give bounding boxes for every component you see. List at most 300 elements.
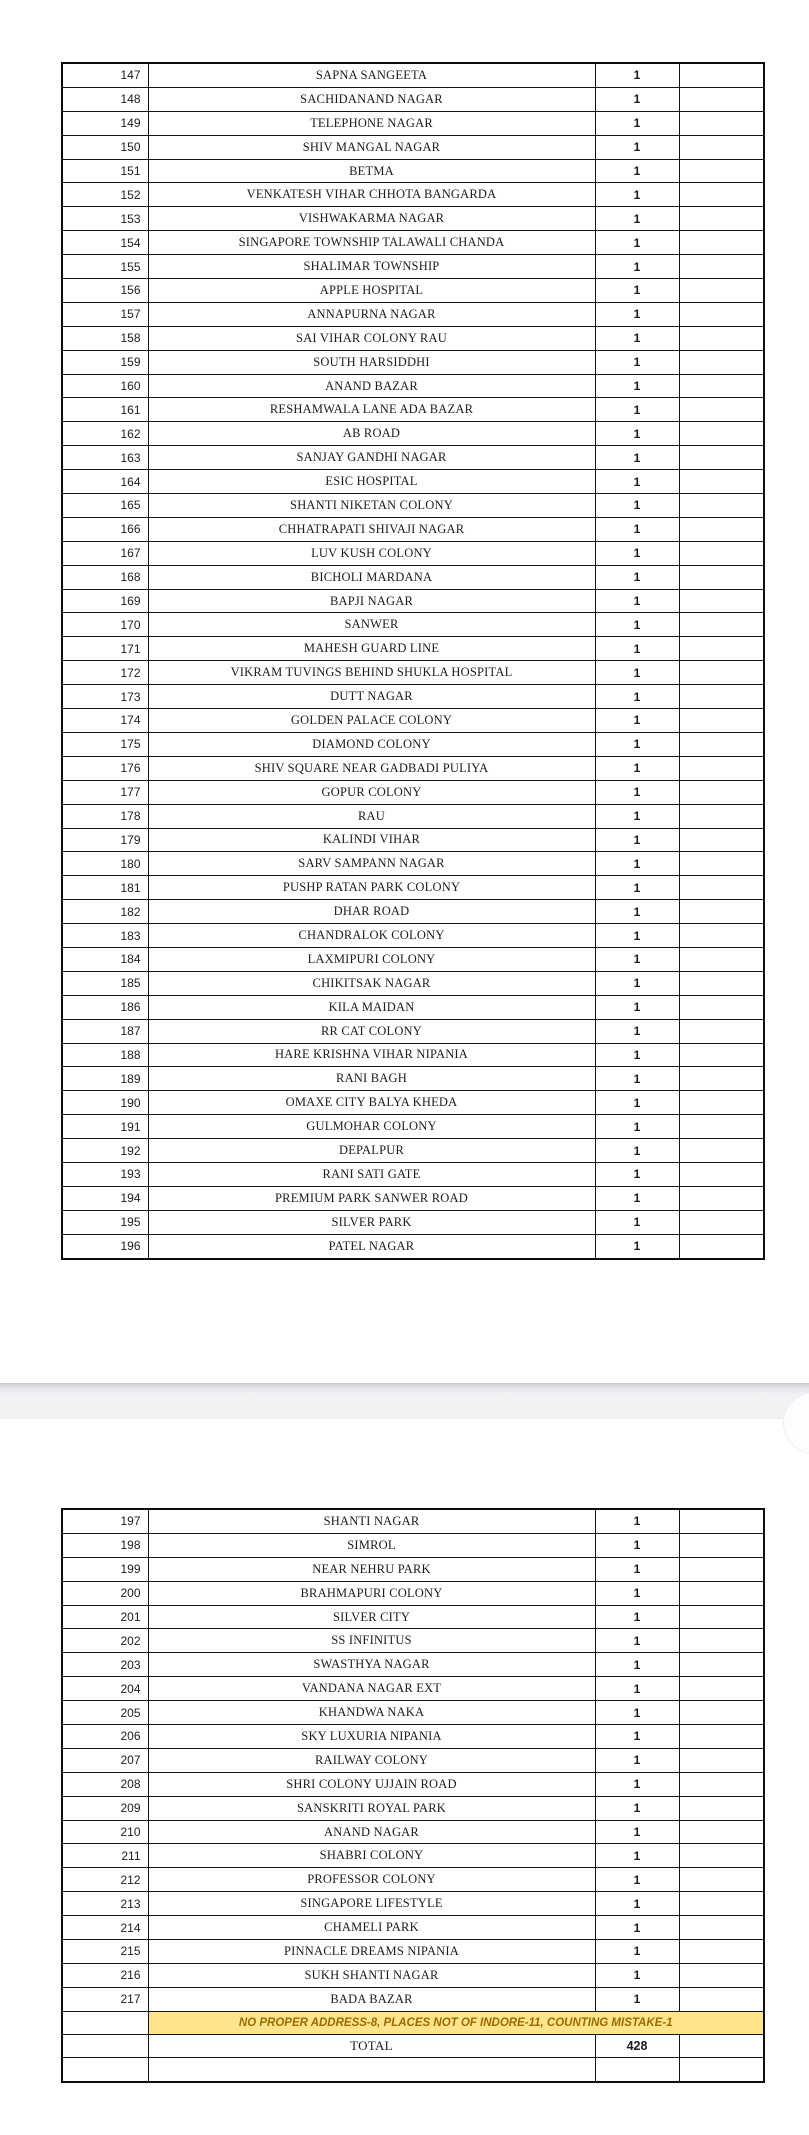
cell-count: 1 <box>595 1043 679 1067</box>
table-row <box>62 876 764 900</box>
cell-place: HARE KRISHNA VIHAR NIPANIA <box>148 1043 595 1067</box>
cell-extra <box>679 470 764 494</box>
cell-extra <box>679 1963 764 1987</box>
cell-place: VIKRAM TUVINGS BEHIND SHUKLA HOSPITAL <box>148 661 595 685</box>
cell-extra <box>679 494 764 518</box>
cell-extra <box>679 876 764 900</box>
cell-count: 1 <box>595 1091 679 1115</box>
cell-extra <box>679 255 764 279</box>
table-row <box>62 709 764 733</box>
table-row <box>62 494 764 518</box>
cell-count: 1 <box>595 589 679 613</box>
cell-num: 185 <box>62 971 148 995</box>
cell-num: 199 <box>62 1557 148 1581</box>
cell-place: LAXMIPURI COLONY <box>148 947 595 971</box>
cell-extra <box>679 924 764 948</box>
cell-num: 171 <box>62 637 148 661</box>
cell-extra <box>679 302 764 326</box>
table-row <box>62 63 764 87</box>
cell-num: 148 <box>62 87 148 111</box>
cell-num: 168 <box>62 565 148 589</box>
cell-num: 184 <box>62 947 148 971</box>
cell-extra <box>679 1067 764 1091</box>
cell-count: 1 <box>595 1677 679 1701</box>
cell-place: BETMA <box>148 159 595 183</box>
table-row <box>62 1916 764 1940</box>
cell-num: 155 <box>62 255 148 279</box>
cell-place: PATEL NAGAR <box>148 1234 595 1258</box>
cell-count: 1 <box>595 780 679 804</box>
total-row <box>62 2034 764 2058</box>
table-row <box>62 302 764 326</box>
cell-extra <box>679 1772 764 1796</box>
cell-count: 1 <box>595 756 679 780</box>
cell-num-blank <box>62 2034 148 2058</box>
table-row <box>62 900 764 924</box>
cell-place: SHALIMAR TOWNSHIP <box>148 255 595 279</box>
table-row <box>62 1868 764 1892</box>
table-row <box>62 446 764 470</box>
cell-num: 212 <box>62 1868 148 1892</box>
table-row <box>62 637 764 661</box>
table-row <box>62 1210 764 1234</box>
cell-num: 183 <box>62 924 148 948</box>
table-row <box>62 947 764 971</box>
cell-extra <box>679 1043 764 1067</box>
cell-place: SARV SAMPANN NAGAR <box>148 852 595 876</box>
cell-place: LUV KUSH COLONY <box>148 541 595 565</box>
cell-extra <box>679 709 764 733</box>
cell-place: VANDANA NAGAR EXT <box>148 1677 595 1701</box>
table-row <box>62 1629 764 1653</box>
cell-num: 164 <box>62 470 148 494</box>
table-row <box>62 756 764 780</box>
table-row <box>62 374 764 398</box>
cell-num: 205 <box>62 1701 148 1725</box>
cell-count: 1 <box>595 63 679 87</box>
cell-num: 198 <box>62 1533 148 1557</box>
table-row <box>62 1987 764 2011</box>
cell-num: 178 <box>62 804 148 828</box>
cell-place: SAPNA SANGEETA <box>148 63 595 87</box>
table-row <box>62 1581 764 1605</box>
table-row <box>62 1892 764 1916</box>
cell-count: 1 <box>595 1067 679 1091</box>
table-row <box>62 517 764 541</box>
cell-num: 169 <box>62 589 148 613</box>
cell-extra <box>679 446 764 470</box>
cell-num: 182 <box>62 900 148 924</box>
cell-extra <box>679 422 764 446</box>
cell-extra <box>679 947 764 971</box>
cell-num: 204 <box>62 1677 148 1701</box>
cell-extra <box>679 87 764 111</box>
cell-num: 206 <box>62 1725 148 1749</box>
cell-count: 1 <box>595 947 679 971</box>
cell-extra <box>679 971 764 995</box>
table-row <box>62 135 764 159</box>
cell-num: 153 <box>62 207 148 231</box>
cell-num-blank <box>62 2011 148 2034</box>
cell-count: 1 <box>595 255 679 279</box>
cell-place: RANI SATI GATE <box>148 1162 595 1186</box>
cell-extra <box>679 398 764 422</box>
table-row <box>62 1091 764 1115</box>
cell-place: DIAMOND COLONY <box>148 732 595 756</box>
cell-count: 1 <box>595 1019 679 1043</box>
cell-extra <box>679 1605 764 1629</box>
cell-count: 1 <box>595 1162 679 1186</box>
cell-num: 214 <box>62 1916 148 1940</box>
cell-count: 1 <box>595 1557 679 1581</box>
empty-row <box>62 2058 764 2082</box>
cell-place: VENKATESH VIHAR CHHOTA BANGARDA <box>148 183 595 207</box>
cell-place: SILVER CITY <box>148 1605 595 1629</box>
cell-extra <box>679 995 764 1019</box>
table-row <box>62 661 764 685</box>
cell-place: SILVER PARK <box>148 1210 595 1234</box>
cell-count: 1 <box>595 995 679 1019</box>
table-row <box>62 111 764 135</box>
cell-count: 1 <box>595 1139 679 1163</box>
cell-count: 1 <box>595 900 679 924</box>
cell-extra <box>679 1892 764 1916</box>
table-row <box>62 183 764 207</box>
cell-count: 1 <box>595 1629 679 1653</box>
cell-place: DEPALPUR <box>148 1139 595 1163</box>
cell-count: 1 <box>595 1605 679 1629</box>
cell-extra <box>679 517 764 541</box>
cell-count: 1 <box>595 709 679 733</box>
cell-count: 1 <box>595 1963 679 1987</box>
cell-num: 177 <box>62 780 148 804</box>
cell-count: 1 <box>595 494 679 518</box>
cell-place: BADA BAZAR <box>148 1987 595 2011</box>
cell-extra <box>679 1844 764 1868</box>
cell-num: 188 <box>62 1043 148 1067</box>
cell-num: 187 <box>62 1019 148 1043</box>
cell-num: 166 <box>62 517 148 541</box>
cell-count: 1 <box>595 183 679 207</box>
cell-place: VISHWAKARMA NAGAR <box>148 207 595 231</box>
cell-extra <box>679 1581 764 1605</box>
cell-extra <box>679 589 764 613</box>
cell-extra <box>679 1629 764 1653</box>
cell-extra <box>679 1509 764 1533</box>
table-row <box>62 1115 764 1139</box>
cell-num: 159 <box>62 350 148 374</box>
table-row <box>62 780 764 804</box>
cell-count: 1 <box>595 398 679 422</box>
cell-extra <box>679 111 764 135</box>
cell-extra <box>679 1162 764 1186</box>
cell-count: 1 <box>595 1844 679 1868</box>
cell-extra <box>679 1186 764 1210</box>
cell-num: 157 <box>62 302 148 326</box>
table-row <box>62 1186 764 1210</box>
cell-extra <box>679 852 764 876</box>
cell-place: KILA MAIDAN <box>148 995 595 1019</box>
cell-count: 1 <box>595 1892 679 1916</box>
cell-num: 194 <box>62 1186 148 1210</box>
cell-place: CHHATRAPATI SHIVAJI NAGAR <box>148 517 595 541</box>
cell-extra <box>679 207 764 231</box>
cell-num: 213 <box>62 1892 148 1916</box>
cell-extra <box>679 1091 764 1115</box>
cell-place: SHRI COLONY UJJAIN ROAD <box>148 1772 595 1796</box>
cell-num: 152 <box>62 183 148 207</box>
table-row <box>62 1605 764 1629</box>
table-row <box>62 279 764 303</box>
cell-place: RANI BAGH <box>148 1067 595 1091</box>
cell-place: GOLDEN PALACE COLONY <box>148 709 595 733</box>
cell-num: 200 <box>62 1581 148 1605</box>
table-row <box>62 231 764 255</box>
cell-num: 211 <box>62 1844 148 1868</box>
table-row <box>62 422 764 446</box>
cell-place: RR CAT COLONY <box>148 1019 595 1043</box>
cell-num: 172 <box>62 661 148 685</box>
locality-table-page1 <box>61 62 765 1260</box>
cell-extra-blank <box>679 2058 764 2082</box>
cell-place: PUSHP RATAN PARK COLONY <box>148 876 595 900</box>
cell-place: SINGAPORE TOWNSHIP TALAWALI CHANDA <box>148 231 595 255</box>
cell-count: 1 <box>595 876 679 900</box>
total-value: 428 <box>595 2034 679 2058</box>
cell-count: 1 <box>595 350 679 374</box>
table-row <box>62 541 764 565</box>
cell-place: SIMROL <box>148 1533 595 1557</box>
cell-count: 1 <box>595 1987 679 2011</box>
cell-place: SACHIDANAND NAGAR <box>148 87 595 111</box>
cell-num: 147 <box>62 63 148 87</box>
cell-place: CHIKITSAK NAGAR <box>148 971 595 995</box>
cell-count: 1 <box>595 135 679 159</box>
cell-place: SANJAY GANDHI NAGAR <box>148 446 595 470</box>
cell-place: PINNACLE DREAMS NIPANIA <box>148 1940 595 1964</box>
table-row <box>62 1796 764 1820</box>
cell-place: SINGAPORE LIFESTYLE <box>148 1892 595 1916</box>
cell-extra <box>679 326 764 350</box>
cell-place: GOPUR COLONY <box>148 780 595 804</box>
cell-extra <box>679 780 764 804</box>
cell-extra <box>679 565 764 589</box>
cell-extra <box>679 183 764 207</box>
table-row <box>62 159 764 183</box>
cell-num: 217 <box>62 1987 148 2011</box>
cell-place: KHANDWA NAKA <box>148 1701 595 1725</box>
cell-num: 154 <box>62 231 148 255</box>
cell-place: SHANTI NIKETAN COLONY <box>148 494 595 518</box>
cell-count: 1 <box>595 1748 679 1772</box>
cell-place: AB ROAD <box>148 422 595 446</box>
cell-extra <box>679 732 764 756</box>
cell-place: RAU <box>148 804 595 828</box>
cell-place: ANAND NAGAR <box>148 1820 595 1844</box>
cell-count: 1 <box>595 661 679 685</box>
cell-extra <box>679 135 764 159</box>
table-row <box>62 804 764 828</box>
cell-num: 215 <box>62 1940 148 1964</box>
cell-count: 1 <box>595 971 679 995</box>
cell-num: 165 <box>62 494 148 518</box>
table-row <box>62 398 764 422</box>
cell-extra <box>679 1940 764 1964</box>
table-row <box>62 207 764 231</box>
cell-num: 151 <box>62 159 148 183</box>
cell-count: 1 <box>595 517 679 541</box>
cell-extra <box>679 1557 764 1581</box>
cell-count: 1 <box>595 1234 679 1258</box>
cell-count: 1 <box>595 207 679 231</box>
highlight-note: NO PROPER ADDRESS-8, PLACES NOT OF INDORE-11, COUNTING MISTAKE-1 <box>148 2011 764 2034</box>
cell-count: 1 <box>595 852 679 876</box>
cell-place: GULMOHAR COLONY <box>148 1115 595 1139</box>
cell-count: 1 <box>595 565 679 589</box>
cell-count-blank <box>595 2058 679 2082</box>
cell-extra <box>679 279 764 303</box>
cell-count: 1 <box>595 1940 679 1964</box>
cell-count: 1 <box>595 1509 679 1533</box>
cell-extra <box>679 1725 764 1749</box>
cell-place: SHIV SQUARE NEAR GADBADI PULIYA <box>148 756 595 780</box>
table-row <box>62 613 764 637</box>
cell-num-blank <box>62 2058 148 2082</box>
table-row <box>62 1677 764 1701</box>
table-row <box>62 326 764 350</box>
cell-place: SHABRI COLONY <box>148 1844 595 1868</box>
total-label: TOTAL <box>148 2034 595 2058</box>
cell-extra <box>679 804 764 828</box>
cell-place: SAI VIHAR COLONY RAU <box>148 326 595 350</box>
cell-extra <box>679 1868 764 1892</box>
table-row <box>62 732 764 756</box>
table-row <box>62 971 764 995</box>
cell-place: MAHESH GUARD LINE <box>148 637 595 661</box>
cell-num: 189 <box>62 1067 148 1091</box>
cell-extra <box>679 1019 764 1043</box>
table-row <box>62 1772 764 1796</box>
cell-extra <box>679 159 764 183</box>
cell-place: PREMIUM PARK SANWER ROAD <box>148 1186 595 1210</box>
cell-num: 196 <box>62 1234 148 1258</box>
cell-num: 176 <box>62 756 148 780</box>
cell-extra <box>679 1987 764 2011</box>
cell-count: 1 <box>595 541 679 565</box>
table-row <box>62 1940 764 1964</box>
cell-count: 1 <box>595 111 679 135</box>
cell-count: 1 <box>595 374 679 398</box>
cell-num: 208 <box>62 1772 148 1796</box>
cell-count: 1 <box>595 1725 679 1749</box>
table-row <box>62 1963 764 1987</box>
cell-extra <box>679 1820 764 1844</box>
cell-num: 201 <box>62 1605 148 1629</box>
cell-place: SANSKRITI ROYAL PARK <box>148 1796 595 1820</box>
cell-place: ANAND BAZAR <box>148 374 595 398</box>
table-row <box>62 685 764 709</box>
table-row <box>62 852 764 876</box>
cell-num: 190 <box>62 1091 148 1115</box>
cell-num: 163 <box>62 446 148 470</box>
table-row <box>62 1725 764 1749</box>
table-row <box>62 1043 764 1067</box>
cell-place: RESHAMWALA LANE ADA BAZAR <box>148 398 595 422</box>
cell-count: 1 <box>595 326 679 350</box>
cell-count: 1 <box>595 1186 679 1210</box>
table-row <box>62 1748 764 1772</box>
table-row <box>62 828 764 852</box>
cell-place: SHIV MANGAL NAGAR <box>148 135 595 159</box>
cell-count: 1 <box>595 279 679 303</box>
cell-num: 216 <box>62 1963 148 1987</box>
cell-extra <box>679 1115 764 1139</box>
cell-count: 1 <box>595 1210 679 1234</box>
cell-count: 1 <box>595 924 679 948</box>
cell-place: BRAHMAPURI COLONY <box>148 1581 595 1605</box>
cell-num: 150 <box>62 135 148 159</box>
cell-count: 1 <box>595 732 679 756</box>
table-row <box>62 87 764 111</box>
cell-extra <box>679 756 764 780</box>
table-row <box>62 1234 764 1258</box>
cell-num: 191 <box>62 1115 148 1139</box>
cell-place-blank <box>148 2058 595 2082</box>
cell-extra <box>679 1916 764 1940</box>
table-row <box>62 589 764 613</box>
cell-num: 161 <box>62 398 148 422</box>
cell-extra <box>679 1796 764 1820</box>
cell-place: PROFESSOR COLONY <box>148 1868 595 1892</box>
cell-num: 210 <box>62 1820 148 1844</box>
cell-place: SUKH SHANTI NAGAR <box>148 1963 595 1987</box>
cell-num: 149 <box>62 111 148 135</box>
cell-extra <box>679 1677 764 1701</box>
cell-num: 158 <box>62 326 148 350</box>
cell-count: 1 <box>595 804 679 828</box>
cell-place: SKY LUXURIA NIPANIA <box>148 1725 595 1749</box>
cell-place: SOUTH HARSIDDHI <box>148 350 595 374</box>
note-row <box>62 2011 764 2034</box>
cell-count: 1 <box>595 302 679 326</box>
cell-place: CHANDRALOK COLONY <box>148 924 595 948</box>
table-row <box>62 470 764 494</box>
cell-place: BAPJI NAGAR <box>148 589 595 613</box>
cell-count: 1 <box>595 446 679 470</box>
cell-count: 1 <box>595 685 679 709</box>
cell-count: 1 <box>595 828 679 852</box>
table-row <box>62 1509 764 1533</box>
cell-count: 1 <box>595 1581 679 1605</box>
cell-extra <box>679 613 764 637</box>
cell-place: DHAR ROAD <box>148 900 595 924</box>
cell-num: 207 <box>62 1748 148 1772</box>
table-row <box>62 255 764 279</box>
cell-num: 174 <box>62 709 148 733</box>
cell-count: 1 <box>595 231 679 255</box>
page-break-separator <box>0 1383 809 1419</box>
table-row <box>62 1844 764 1868</box>
cell-place: DUTT NAGAR <box>148 685 595 709</box>
cell-num: 193 <box>62 1162 148 1186</box>
cell-count: 1 <box>595 159 679 183</box>
table-row <box>62 995 764 1019</box>
page1-rows <box>62 63 764 1259</box>
cell-num: 203 <box>62 1653 148 1677</box>
cell-extra-blank <box>679 2034 764 2058</box>
cell-count: 1 <box>595 87 679 111</box>
cell-extra <box>679 1210 764 1234</box>
